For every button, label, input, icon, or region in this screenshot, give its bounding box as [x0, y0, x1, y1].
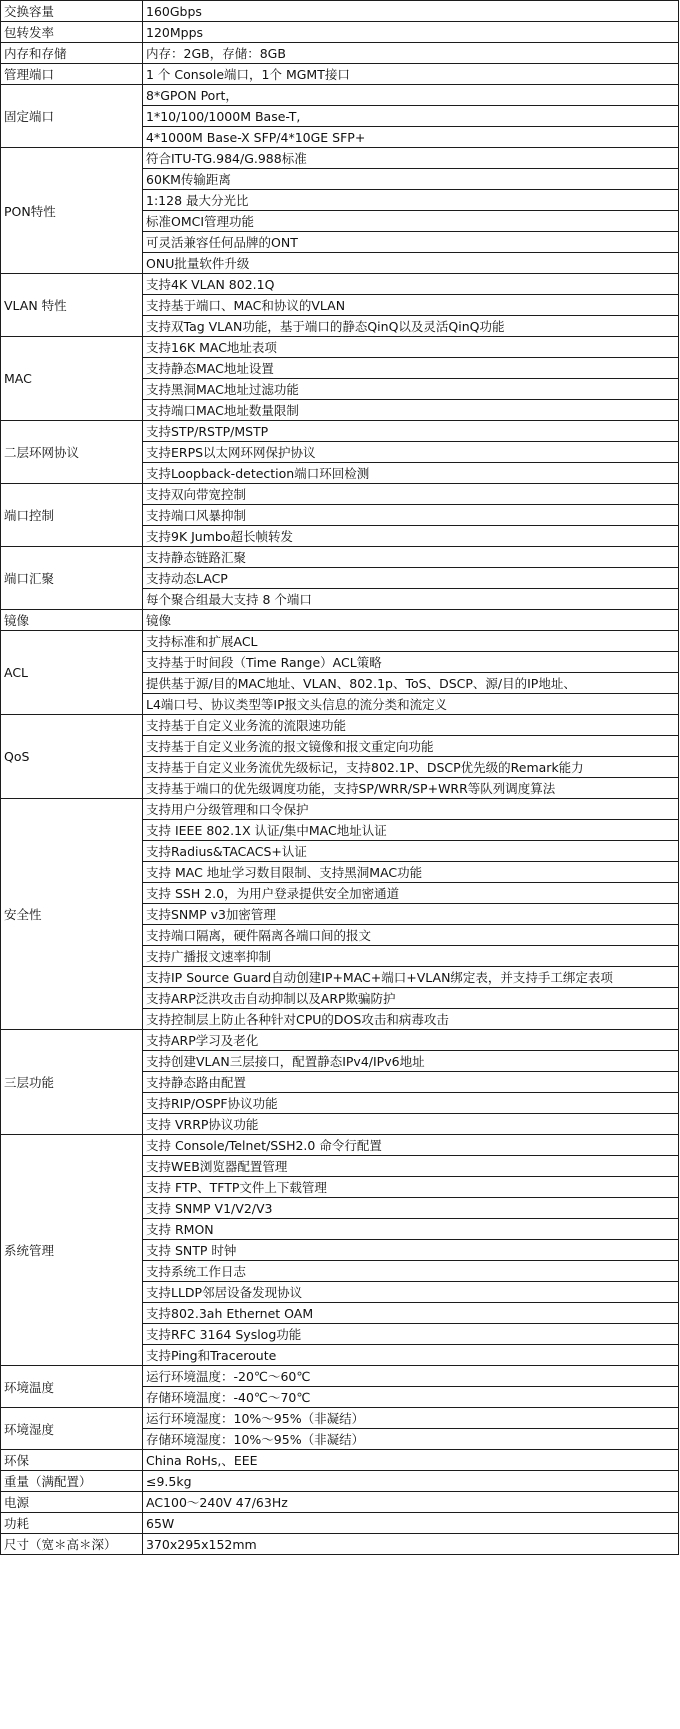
- spec-value: 支持系统工作日志: [143, 1261, 679, 1282]
- spec-value: 支持 Console/Telnet/SSH2.0 命令行配置: [143, 1135, 679, 1156]
- spec-value: 支持 SSH 2.0，为用户登录提供安全加密通道: [143, 883, 679, 904]
- spec-value: 支持端口MAC地址数量限制: [143, 400, 679, 421]
- spec-value: 支持Radius&TACACS+认证: [143, 841, 679, 862]
- spec-value: AC100～240V 47/63Hz: [143, 1492, 679, 1513]
- spec-value: 160Gbps: [143, 1, 679, 22]
- spec-label: 安全性: [1, 799, 143, 1030]
- spec-label: 交换容量: [1, 1, 143, 22]
- spec-value: ≤9.5kg: [143, 1471, 679, 1492]
- spec-label: 重量（满配置）: [1, 1471, 143, 1492]
- spec-value: 支持标准和扩展ACL: [143, 631, 679, 652]
- spec-row: [1, 1534, 679, 1555]
- spec-value: 支持端口风暴抑制: [143, 505, 679, 526]
- spec-value: 60KM传输距离: [143, 169, 679, 190]
- spec-label: 二层环网协议: [1, 421, 143, 484]
- spec-value: 支持 SNMP V1/V2/V3: [143, 1198, 679, 1219]
- spec-value: 支持4K VLAN 802.1Q: [143, 274, 679, 295]
- spec-value: 支持ARP泛洪攻击自动抑制以及ARP欺骗防护: [143, 988, 679, 1009]
- spec-value: 支持 SNTP 时钟: [143, 1240, 679, 1261]
- spec-value: 支持RFC 3164 Syslog功能: [143, 1324, 679, 1345]
- spec-row: [1, 1030, 679, 1051]
- spec-row: [1, 799, 679, 820]
- spec-value: 支持IP Source Guard自动创建IP+MAC+端口+VLAN绑定表，并支持手工绑定表项: [143, 967, 679, 988]
- spec-label: 环境湿度: [1, 1408, 143, 1450]
- spec-label: 环境温度: [1, 1366, 143, 1408]
- spec-value: 8*GPON Port，: [143, 85, 679, 106]
- spec-row: [1, 1135, 679, 1156]
- spec-value: 支持STP/RSTP/MSTP: [143, 421, 679, 442]
- spec-value: 运行环境温度：-20℃～60℃: [143, 1366, 679, 1387]
- spec-value: 支持黑洞MAC地址过滤功能: [143, 379, 679, 400]
- spec-value: 支持广播报文速率抑制: [143, 946, 679, 967]
- spec-row: [1, 274, 679, 295]
- spec-label: PON特性: [1, 148, 143, 274]
- spec-row: [1, 148, 679, 169]
- spec-value: 支持 FTP、TFTP文件上下载管理: [143, 1177, 679, 1198]
- spec-value: 支持静态路由配置: [143, 1072, 679, 1093]
- spec-row: [1, 610, 679, 631]
- spec-label: 管理端口: [1, 64, 143, 85]
- spec-value: 支持控制层上防止各种针对CPU的DOS攻击和病毒攻击: [143, 1009, 679, 1030]
- spec-value: 支持静态链路汇聚: [143, 547, 679, 568]
- spec-row: [1, 421, 679, 442]
- spec-label: 功耗: [1, 1513, 143, 1534]
- spec-value: 运行环境湿度：10%～95%（非凝结）: [143, 1408, 679, 1429]
- spec-label: VLAN 特性: [1, 274, 143, 337]
- spec-value: 支持LLDP邻居设备发现协议: [143, 1282, 679, 1303]
- spec-label: 固定端口: [1, 85, 143, 148]
- spec-value: 支持基于自定义业务流的流限速功能: [143, 715, 679, 736]
- spec-value: 支持ARP学习及老化: [143, 1030, 679, 1051]
- spec-label: 镜像: [1, 610, 143, 631]
- spec-row: [1, 631, 679, 652]
- spec-value: 符合ITU-TG.984/G.988标准: [143, 148, 679, 169]
- spec-value: 支持9K Jumbo超长帧转发: [143, 526, 679, 547]
- spec-value: 支持基于端口的优先级调度功能，支持SP/WRR/SP+WRR等队列调度算法: [143, 778, 679, 799]
- spec-label: 环保: [1, 1450, 143, 1471]
- spec-label: ACL: [1, 631, 143, 715]
- spec-row: [1, 715, 679, 736]
- spec-value: 65W: [143, 1513, 679, 1534]
- spec-value: 支持端口隔离，硬件隔离各端口间的报文: [143, 925, 679, 946]
- spec-value: 存储环境湿度：10%～95%（非凝结）: [143, 1429, 679, 1450]
- spec-value: 4*1000M Base-X SFP/4*10GE SFP+: [143, 127, 679, 148]
- spec-value: 支持ERPS以太网环网保护协议: [143, 442, 679, 463]
- spec-label: 三层功能: [1, 1030, 143, 1135]
- spec-label: 包转发率: [1, 22, 143, 43]
- spec-value: L4端口号、协议类型等IP报文头信息的流分类和流定义: [143, 694, 679, 715]
- spec-value: 1:128 最大分光比: [143, 190, 679, 211]
- spec-value: 支持 VRRP协议功能: [143, 1114, 679, 1135]
- spec-label: 尺寸（宽＊高＊深）: [1, 1534, 143, 1555]
- spec-value: 120Mpps: [143, 22, 679, 43]
- spec-value: 内存：2GB，存储：8GB: [143, 43, 679, 64]
- spec-row: [1, 1450, 679, 1471]
- spec-value: 支持WEB浏览器配置管理: [143, 1156, 679, 1177]
- spec-value: 支持用户分级管理和口令保护: [143, 799, 679, 820]
- spec-value: ONU批量软件升级: [143, 253, 679, 274]
- spec-value: 支持创建VLAN三层接口，配置静态IPv4/IPv6地址: [143, 1051, 679, 1072]
- spec-value: 支持Ping和Traceroute: [143, 1345, 679, 1366]
- spec-value: 支持基于自定义业务流优先级标记，支持802.1P、DSCP优先级的Remark能力: [143, 757, 679, 778]
- spec-value: 支持 MAC 地址学习数目限制、支持黑洞MAC功能: [143, 862, 679, 883]
- spec-label: QoS: [1, 715, 143, 799]
- spec-label: 内存和存储: [1, 43, 143, 64]
- spec-value: 支持动态LACP: [143, 568, 679, 589]
- spec-value: 支持基于时间段（Time Range）ACL策略: [143, 652, 679, 673]
- spec-value: 1*10/100/1000M Base-T,: [143, 106, 679, 127]
- spec-row: [1, 1, 679, 22]
- spec-label: 端口汇聚: [1, 547, 143, 610]
- spec-value: 支持RIP/OSPF协议功能: [143, 1093, 679, 1114]
- spec-label: 系统管理: [1, 1135, 143, 1366]
- spec-value: China RoHs,、EEE: [143, 1450, 679, 1471]
- spec-value: 标准OMCI管理功能: [143, 211, 679, 232]
- spec-value: 支持基于自定义业务流的报文镜像和报文重定向功能: [143, 736, 679, 757]
- spec-value: 提供基于源/目的MAC地址、VLAN、802.1p、ToS、DSCP、源/目的IP地址、: [143, 673, 679, 694]
- spec-value: 支持16K MAC地址表项: [143, 337, 679, 358]
- spec-row: [1, 1408, 679, 1429]
- spec-value: 支持SNMP v3加密管理: [143, 904, 679, 925]
- spec-row: [1, 22, 679, 43]
- spec-label: 电源: [1, 1492, 143, 1513]
- spec-label: 端口控制: [1, 484, 143, 547]
- spec-value: 370x295x152mm: [143, 1534, 679, 1555]
- spec-row: [1, 43, 679, 64]
- spec-table-body: [1, 1, 679, 1555]
- spec-row: [1, 1513, 679, 1534]
- spec-value: 支持双Tag VLAN功能，基于端口的静态QinQ以及灵活QinQ功能: [143, 316, 679, 337]
- spec-value: 支持基于端口、MAC和协议的VLAN: [143, 295, 679, 316]
- spec-value: 支持Loopback-detection端口环回检测: [143, 463, 679, 484]
- spec-value: 支持802.3ah Ethernet OAM: [143, 1303, 679, 1324]
- spec-row: [1, 547, 679, 568]
- spec-value: 支持 RMON: [143, 1219, 679, 1240]
- spec-row: [1, 1492, 679, 1513]
- spec-value: 存储环境温度：-40℃～70℃: [143, 1387, 679, 1408]
- spec-value: 可灵活兼容任何品牌的ONT: [143, 232, 679, 253]
- spec-value: 镜像: [143, 610, 679, 631]
- spec-value: 支持双向带宽控制: [143, 484, 679, 505]
- spec-value: 每个聚合组最大支持 8 个端口: [143, 589, 679, 610]
- spec-row: [1, 64, 679, 85]
- spec-row: [1, 1366, 679, 1387]
- spec-row: [1, 85, 679, 106]
- spec-row: [1, 1471, 679, 1492]
- spec-value: 支持静态MAC地址设置: [143, 358, 679, 379]
- spec-row: [1, 484, 679, 505]
- spec-label: MAC: [1, 337, 143, 421]
- spec-value: 支持 IEEE 802.1X 认证/集中MAC地址认证: [143, 820, 679, 841]
- spec-value: 1 个 Console端口，1个 MGMT接口: [143, 64, 679, 85]
- spec-row: [1, 337, 679, 358]
